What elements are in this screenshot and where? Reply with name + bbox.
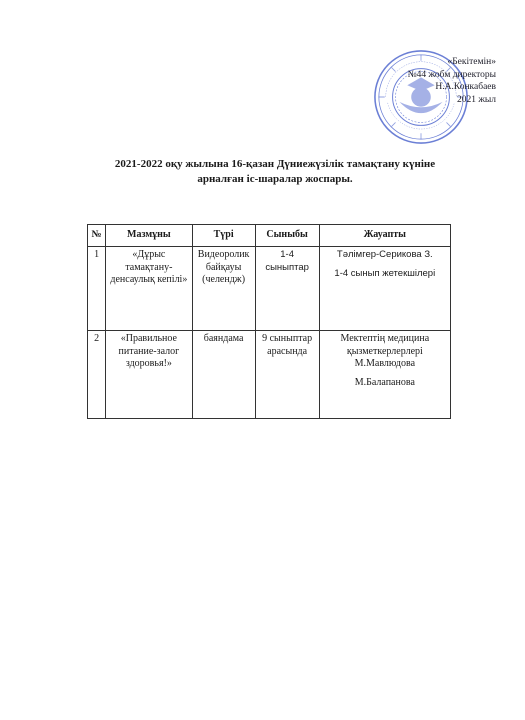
- title-line-2: арналған іс-шаралар жоспары.: [197, 173, 353, 185]
- events-plan-table: [87, 224, 451, 419]
- header-class: Сыныбы: [255, 225, 319, 247]
- approval-line: №44 жобм директоры: [407, 69, 496, 80]
- header-content: Мазмұны: [106, 225, 192, 247]
- header-type: Түрі: [192, 225, 255, 247]
- cell-content: «Дұрыс тамақтану-денсаулық кепілі»: [106, 247, 192, 331]
- header-no: №: [88, 225, 106, 247]
- cell-responsible: [319, 247, 450, 331]
- responsible-line: Мектептің медицина қызметкерлерлері М.Мавлюдова: [340, 333, 430, 369]
- approval-block: [400, 56, 496, 106]
- document-title: [95, 157, 455, 187]
- responsible-line: Тәлімгер-Серикова З.: [336, 249, 433, 260]
- table-row: [88, 247, 451, 331]
- responsible-line: 1-4 сынып жетекшілері: [334, 267, 436, 279]
- responsible-line: М.Балапанова: [354, 376, 415, 388]
- table-row: [88, 331, 451, 419]
- approval-line: 2021 жыл: [456, 94, 496, 105]
- cell-class: 1-4 сыныптар: [255, 247, 319, 331]
- cell-responsible: [319, 331, 450, 419]
- header-responsible: Жауапты: [319, 225, 450, 247]
- cell-no: 2: [88, 331, 106, 419]
- cell-no: 1: [88, 247, 106, 331]
- title-line-1: 2021-2022 оқу жылына 16-қазан Дүниежүзілік тамақтану күніне: [114, 158, 436, 170]
- cell-type: баяндама: [192, 331, 255, 419]
- approval-line: Н.А.Конкабаев: [435, 82, 496, 93]
- cell-class: 9 сыныптар арасында: [255, 331, 319, 419]
- table-header-row: [88, 225, 451, 247]
- cell-type: Видеоролик байқауы (челендж): [192, 247, 255, 331]
- approval-line: «Бекітемін»: [447, 57, 496, 67]
- cell-content: «Правильное питание-залог здоровья!»: [106, 331, 192, 419]
